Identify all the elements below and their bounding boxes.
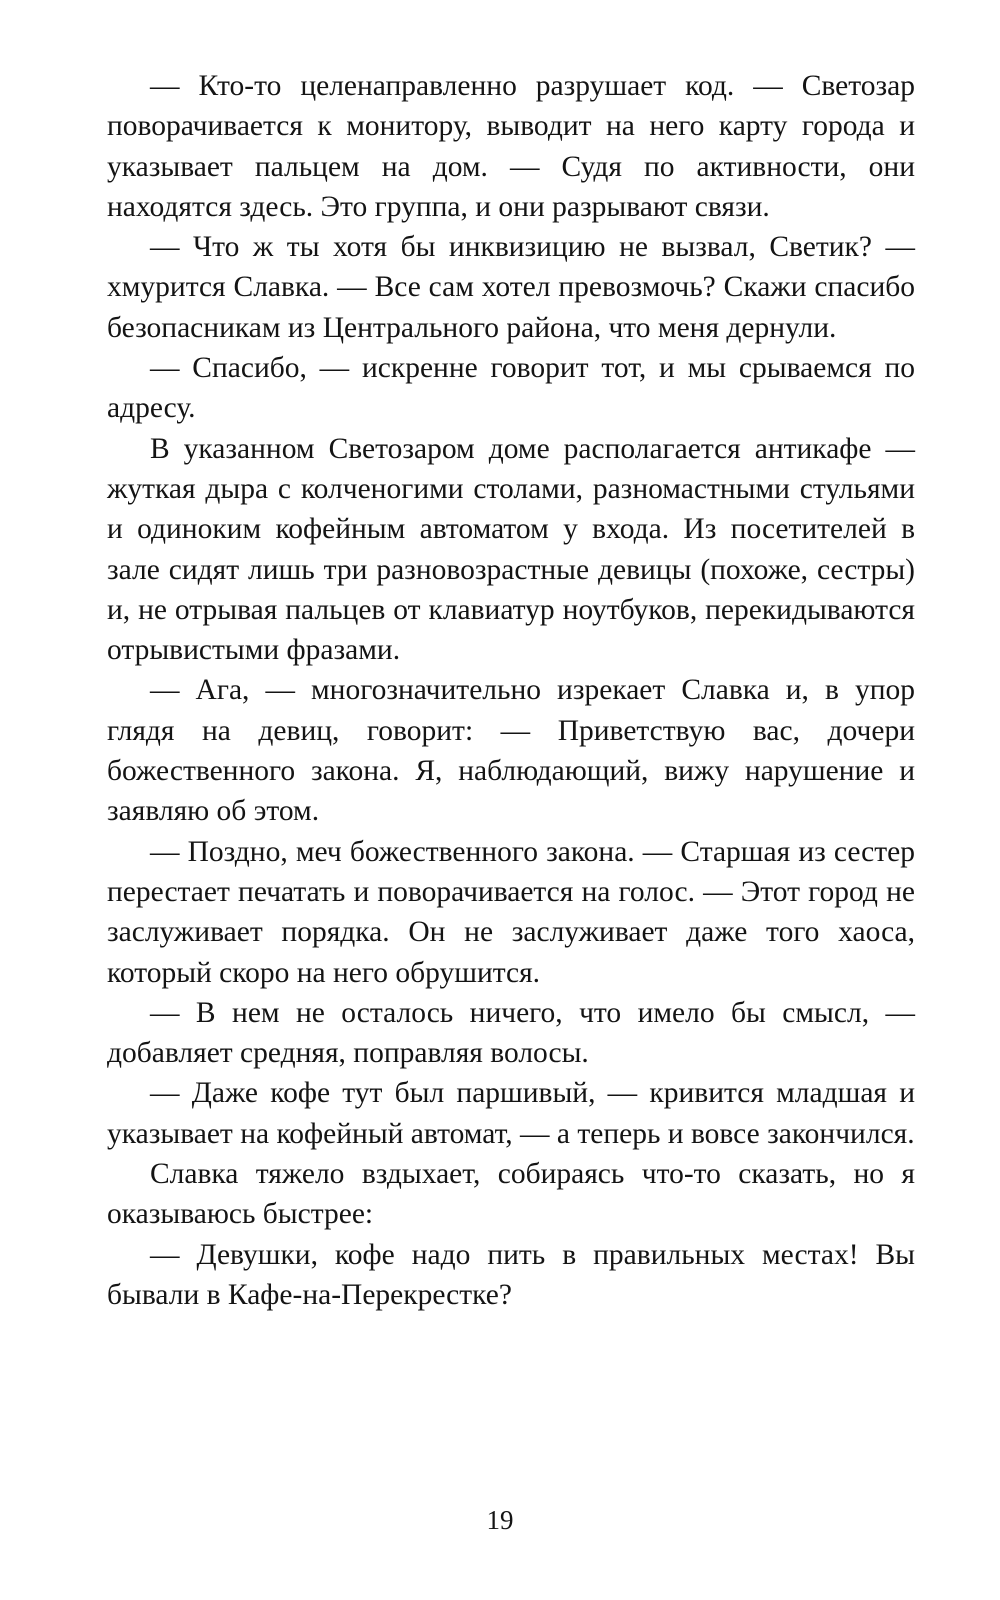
paragraph: — Спасибо, — искренне говорит тот, и мы срываемся по адресу. <box>107 352 915 425</box>
paragraph: Славка тяжело вздыхает, собираясь что-то сказать, но я оказываюсь быстрее: <box>107 1158 915 1231</box>
paragraph: — Кто-то целенаправленно разрушает код. — Светозар поворачивается к монитору, выводит на него карту города и указывает пальцем на дом. — Судя по активности, они находятся здесь. Это группа, и они разрывают связи. <box>107 70 915 223</box>
paragraph: — В нем не осталось ничего, что имело бы смысл, — добавляет средняя, поправляя волосы. <box>107 996 915 1070</box>
paragraph: — Что ж ты хотя бы инквизицию не вызвал, Светик? — хмурится Славка. — Все сам хотел превозмочь? Скажи спасибо безопасникам из Центрального района, что меня дернули. <box>107 231 915 344</box>
paragraph: — Ага, — многозначительно изрекает Славка и, в упор глядя на девиц, говорит: — Приветствую вас, дочери божественного закона. Я, наблюдающий, вижу нарушение и заявляю об этом. <box>107 674 915 828</box>
paragraph: — Поздно, меч божественного закона. — Старшая из сестер перестает печатать и поворачивается на голос. — Этот город не заслуживает порядка. Он не заслуживает даже того хаоса, который скоро на него обрушится. <box>107 835 915 989</box>
body-text <box>107 66 915 1315</box>
paragraph: В указанном Светозаром доме располагается антикафе — жуткая дыра с колченогими столами, разномастными стульями и одиноким кофейным автоматом у входа. Из посетителей в зале сидят лишь три разновозрастные девицы (похоже, сестры) и, не отрывая пальцев от клавиатур ноутбуков, перекидываются отрывистыми фразами. <box>107 432 915 667</box>
paragraph: — Девушки, кофе надо пить в правильных местах! Вы бывали в Кафе-на-Перекрестке? <box>107 1238 915 1311</box>
paragraph: — Даже кофе тут был паршивый, — кривится младшая и указывает на кофейный автомат, — а теперь и вовсе закончился. <box>107 1077 915 1150</box>
page-number: 19 <box>486 1505 514 1535</box>
